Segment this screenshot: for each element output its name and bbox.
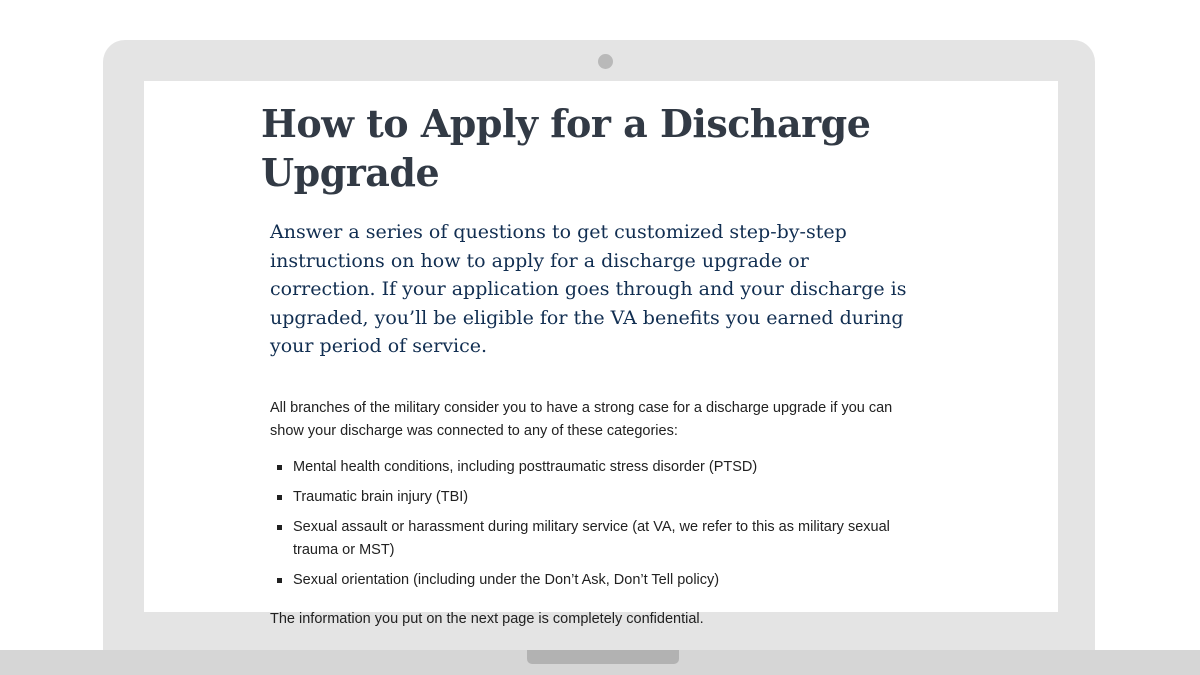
bullet-icon (277, 495, 282, 500)
bullet-icon (277, 578, 282, 583)
camera-icon (598, 54, 613, 69)
bullet-icon (277, 525, 282, 530)
page-title: How to Apply for a Discharge Upgrade (261, 101, 871, 195)
list-item-text: Sexual assault or harassment during military service (at VA, we refer to this as military sexual trauma or MST) (293, 518, 890, 558)
list-item (270, 569, 900, 592)
list-item (270, 486, 900, 509)
categories-list (270, 456, 900, 592)
bullet-icon (277, 465, 282, 470)
intro-text: Answer a series of questions to get customized step-by-step instructions on how to apply for a discharge upgrade or correction. If your application goes through and your discharge is upgraded, you’ll be eligible for the VA benefits you earned during your period of service. (270, 221, 907, 357)
laptop-screen (144, 81, 1058, 627)
body-paragraph: All branches of the military consider you to have a strong case for a discharge upgrade if you can show your discharge was connected to any of these categories: (270, 399, 893, 439)
page-content (261, 99, 941, 631)
partial-paragraph: The information you put on the next page is completely confidential. (270, 610, 704, 627)
list-item (270, 456, 900, 479)
list-item-text: Mental health conditions, including posttraumatic stress disorder (PTSD) (293, 458, 758, 475)
list-item-text: Traumatic brain injury (TBI) (293, 488, 469, 505)
list-item (270, 516, 900, 562)
laptop-notch (527, 650, 679, 664)
list-item-text: Sexual orientation (including under the Don’t Ask, Don’t Tell policy) (293, 571, 720, 588)
